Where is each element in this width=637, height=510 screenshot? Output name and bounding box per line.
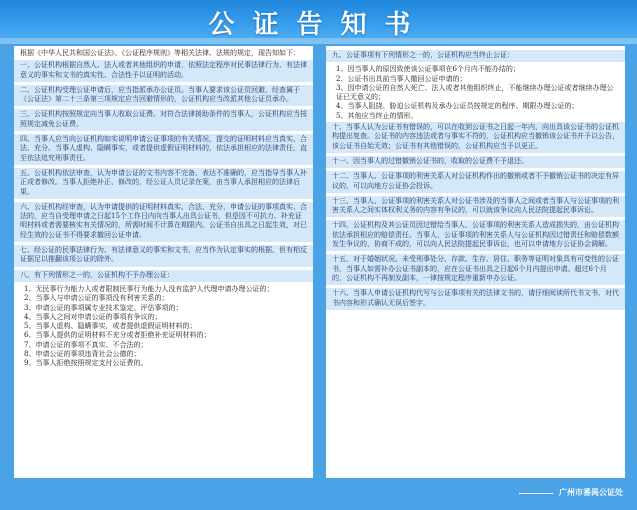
section-13: 十三、当事人、公证事项的利害关系人对公证书涉及的当事人之间或者当事人与公证事项的利害关系人之间实体权利义务的内容有争议的，可以就该争议向人民法院提起民事诉讼。: [326, 196, 625, 218]
list-item: 4、当事人之间对申请公证的事项有争议的；: [24, 312, 162, 321]
section-10: 十、当事人认为公证书有错误的，可以在收到公证书之日起一年内，向出具该公证书的公证机构提出复查。公证书的内容违法或者与事实不符的，公证机构应当撤销该公证书并予以公告，该公证书自始无效；公证书有其他错误的，公证机构应当予以更正。: [326, 122, 625, 153]
list-item: 5、其他应当终止的情形。: [336, 111, 418, 120]
section-7: 七、经公证的民事法律行为、有法律意义的事实和文书，应当作为认定事实的根据，但有相反证据足以推翻该项公证的除外。: [14, 245, 313, 267]
section-15: 十五、对于婚姻状况、未受刑事处分、存款、生存、居住、职务等证明对象具有可变性的公证书，当事人如需补办公证书副本的，应在公证书出具之日起6个月内提出申请。超过6个月的，公证机构不再制发副本，一律按规定程序重新申办公证。: [326, 254, 625, 285]
page-title: 公证告知书: [208, 10, 429, 40]
section-5: 五、公证机构依法审查，认为申请公证的文书内容不完备、表达不准确的，应当指导当事人补正或者修改。当事人拒绝补正、修改的，经公证人员记录在案，由当事人承担相应的法律后果。: [14, 168, 313, 199]
section-1: 一、公证机构根据自然人、法人或者其他组织的申请，依照法定程序对民事法律行为、有法律意义的事实和文书的真实性、合法性予以证明的活动。: [14, 60, 313, 82]
section-4: 四、当事人应当向公证机构如实说明申请公证事项的有关情况，提交的证明材料应当真实、合法、充分。当事人虚构、隐瞒事实，或者提供虚假证明材料的，依法承担相应的法律责任，直至依法追究刑事责任。: [14, 134, 313, 165]
section-2: 二、公证机构受理公证申请后，应当指派承办公证员。当事人要求该公证员回避，经查属于《公证法》第二十三条第三项规定应当回避情形的，公证机构应当改派其他公证员承办。: [14, 85, 313, 107]
list-item: 4、当事人阻挠、胁迫公证机构及承办公证员按规定的程序、期限办理公证的；: [336, 102, 579, 111]
list-item: 2、公证书出具前当事人撤回公证申请的；: [336, 74, 467, 83]
list-item: 5、当事人虚构、隐瞒事实，或者提供虚假证明材料的；: [24, 322, 197, 331]
right-panel: [326, 46, 625, 478]
list-item: 7、申请公证的事项不真实、不合法的；: [24, 340, 148, 349]
issuer-signature: 广州市番禺公证处: [519, 487, 623, 498]
list-item: 9、当事人拒绝按照规定支付公证费的。: [24, 359, 148, 368]
list-item: 3、申请公证的事项属专业技术鉴定、评估事项的；: [24, 303, 183, 312]
list-item: 8、申请公证的事项违背社会公德的；: [24, 350, 141, 359]
section-14: 十四、公证机构及其公证员因过错给当事人、公证事项的利害关系人造成损失的，由公证机构依法承担相应的赔偿责任。当事人、公证事项的利害关系人与公证机构因过错责任和赔偿数额发生争议的，协商不成的，可以向人民法院提起民事诉讼，也可以申请地方公证协会调解。: [326, 220, 625, 251]
section-11: 十一、因当事人的过错撤销公证书的，收取的公证费不予退还。: [326, 156, 625, 168]
intro-text: 根据《中华人民共和国公证法》、《公证程序规则》等相关法律、法规的规定，现告知如下：: [20, 49, 300, 57]
list-item: 2、当事人与申请公证的事项没有利害关系的；: [24, 294, 169, 303]
refuse-list: [20, 285, 307, 369]
section-8-heading: 八、有下列情形之一的，公证机构不予办理公证：: [14, 270, 313, 282]
terminate-list: [332, 65, 619, 121]
list-item: 6、当事人提供的证明材料不充分或者拒绝补充证明材料的；: [24, 331, 211, 340]
section-3: 三、公证机构按照规定向当事人收取公证费。对符合法律援助条件的当事人，公证机构应当按照规定减免公证费。: [14, 109, 313, 131]
list-item: 3、因申请公证的自然人死亡、法人或者其他组织终止，不能继续办理公证或者继续办理公证已无意义的；: [336, 83, 614, 102]
signature-dash: [519, 493, 553, 494]
section-12: 十二、当事人、公证事项的利害关系人对公证机构作出的撤销或者不予撤销公证书的决定有异议的，可以向地方公证协会投诉。: [326, 171, 625, 193]
list-item: 1、因当事人的原因致使该公证事项在6个月内不能办结的；: [336, 65, 520, 74]
section-16: 十六、当事人申请公证机构代写与公证事项有关的法律文书的，请仔细阅读所代书文书，对代书内容和形式确认无误后签字。: [326, 288, 625, 310]
section-6: 六、公证机构经审查，认为申请提供的证明材料真实、合法、充分，申请公证的事项真实、合法的，应当自受理申请之日起15个工作日内向当事人出具公证书，但是因不可抗力、补充证明材料或者需要核实有关情况的，所需时间不计算在期限内。公证书自出具之日起生效，对已经生效的公证书不得要求撤回公证申请。: [14, 202, 313, 242]
list-item: 1、无民事行为能力人或者限制民事行为能力人没有监护人代理申请办理公证的；: [24, 284, 274, 293]
section-9-heading: 九、公证事项有下列情形之一的，公证机构应当终止公证：: [326, 50, 625, 62]
left-panel: [14, 46, 313, 478]
